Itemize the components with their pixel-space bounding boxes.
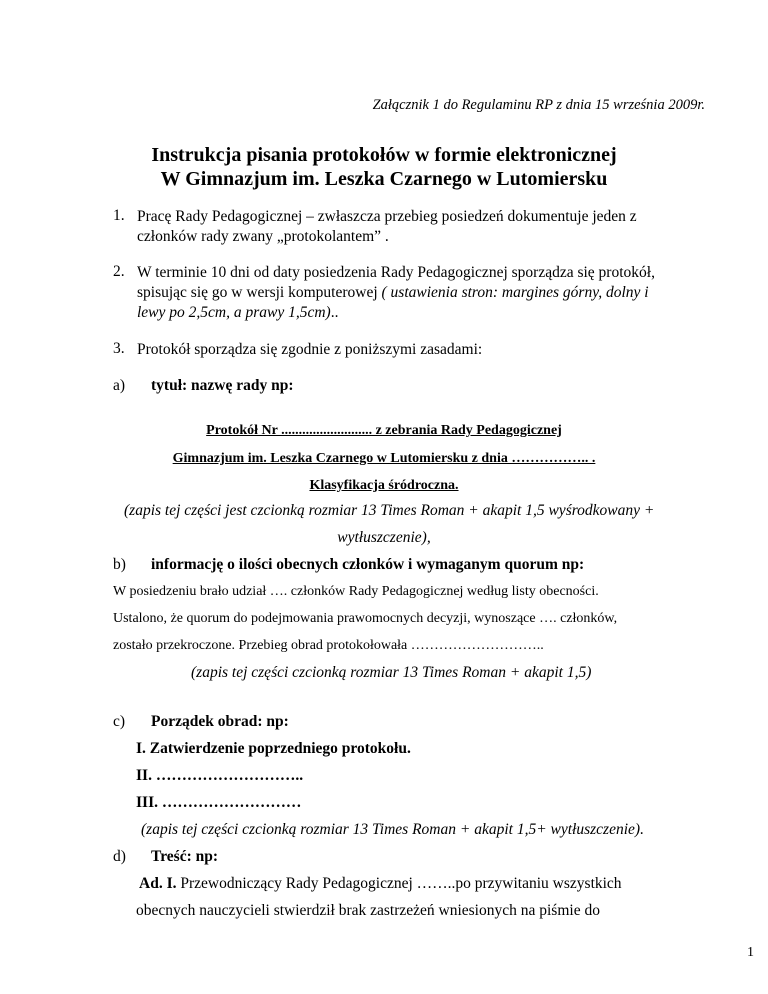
example-text-line: W posiedzeniu brało udział …. członków Rady Pedagogicznej według listy obecności. — [113, 584, 599, 599]
document-title-line-2: W Gimnazjum im. Leszka Czarnego w Lutomiersku — [160, 168, 608, 190]
point-number: 1. — [113, 207, 125, 224]
ad-text: Przewodniczący Rady Pedagogicznej ……..po przywitaniu wszystkich — [176, 875, 622, 892]
point-text-plain: spisując się go w wersji komputerowej — [137, 284, 382, 301]
example-protocol-title: Protokół Nr .......................... z zebrania Rady Pedagogicznej — [206, 423, 562, 438]
example-protocol-title: Gimnazjum im. Leszka Czarnego w Lutomiersku z dnia …………….. . — [172, 451, 596, 466]
point-number: 2. — [113, 263, 125, 280]
ad-label: Ad. I. — [139, 875, 177, 892]
attachment-note: Załącznik 1 do Regulaminu RP z dnia 15 września 2009r. — [372, 97, 705, 113]
point-text-line — [137, 303, 338, 323]
format-note: (zapis tej części jest czcionką rozmiar 13 Times Roman + akapit 1,5 wyśrodkowany + — [124, 502, 655, 519]
example-classification: Klasyfikacja śródroczna. — [309, 478, 459, 493]
example-text-line: Ustalono, że quorum do podejmowania prawomocnych decyzji, wynoszące …. członków, — [113, 611, 618, 626]
section-heading: tytuł: nazwę rady np: — [151, 377, 294, 394]
section-letter: a) — [113, 377, 126, 394]
agenda-item: II. ……………………….. — [136, 767, 304, 784]
point-text-line: Pracę Rady Pedagogicznej – zwłaszcza przebieg posiedzeń dokumentuje jeden z — [137, 208, 637, 225]
agenda-item: I. Zatwierdzenie poprzedniego protokołu. — [136, 740, 411, 757]
section-heading: informację o ilości obecnych członków i wymaganym quorum np: — [151, 556, 585, 573]
point-text-line — [137, 283, 649, 303]
point-number: 3. — [113, 340, 125, 357]
section-letter: c) — [113, 713, 126, 730]
agenda-item: III. ……………………… — [136, 794, 302, 811]
format-note: (zapis tej części czcionką rozmiar 13 Times Roman + akapit 1,5+ wytłuszczenie). — [141, 821, 644, 838]
point-text-line: członków rady zwany „protokolantem” . — [137, 228, 389, 245]
page-settings-note: lewy po 2,5cm, a prawy 1,5cm) — [137, 304, 331, 321]
page-number: 1 — [747, 945, 754, 960]
content-text-line: obecnych nauczycieli stwierdził brak zastrzeżeń wniesionych na piśmie do — [136, 902, 600, 919]
content-text-line — [139, 875, 622, 893]
point-text-line: W terminie 10 dni od daty posiedzenia Rady Pedagogicznej sporządza się protokół, — [137, 264, 655, 281]
section-letter: d) — [113, 848, 126, 865]
document-title-line-1: Instrukcja pisania protokołów w formie elektronicznej — [151, 144, 617, 166]
section-heading: Treść: np: — [151, 848, 219, 865]
format-note: wytłuszczenie), — [337, 529, 431, 546]
point-text-plain: .. — [330, 304, 339, 321]
format-note: (zapis tej części czcionką rozmiar 13 Times Roman + akapit 1,5) — [191, 664, 592, 681]
page-settings-note: ( ustawienia stron: margines górny, dolny i — [381, 284, 649, 301]
section-heading: Porządek obrad: np: — [151, 713, 289, 730]
point-text-line: Protokół sporządza się zgodnie z poniższymi zasadami: — [137, 341, 483, 358]
section-letter: b) — [113, 556, 126, 573]
example-text-line: zostało przekroczone. Przebieg obrad protokołowała ……………………….. — [113, 638, 544, 653]
